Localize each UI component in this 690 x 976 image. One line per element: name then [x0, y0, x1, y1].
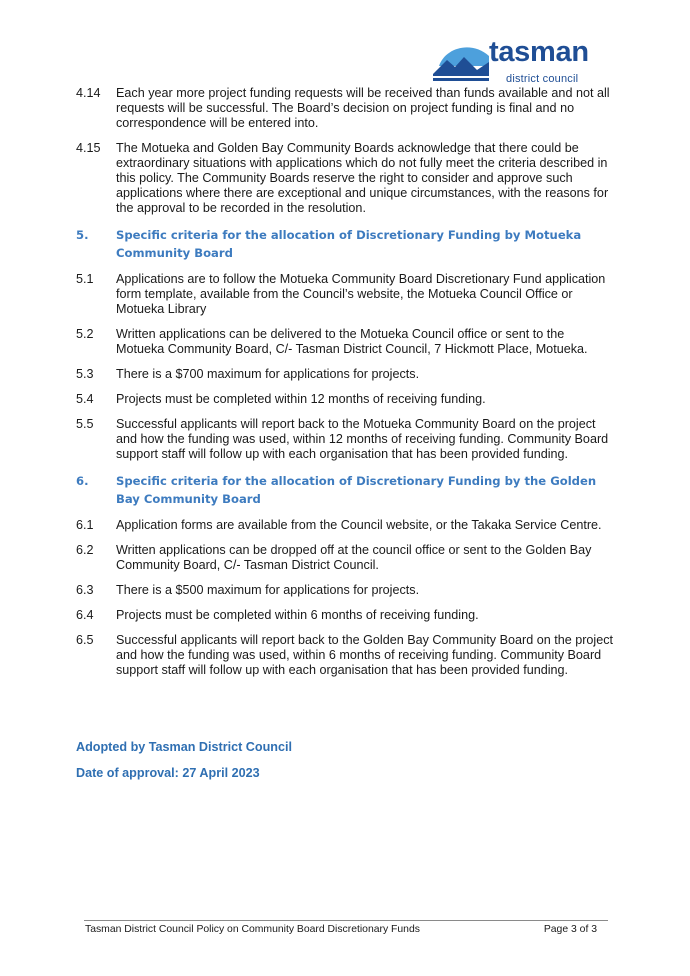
clause-6-4 [76, 608, 616, 623]
clause-6-1 [76, 518, 616, 533]
clause-number: 5.5 [76, 417, 94, 431]
clause-text: Written applications can be delivered to the Motueka Council office or sent to the Motueka Community Board, C/- Tasman District Council, 7 Hickmott Place, Motueka. [116, 327, 588, 356]
section-number: 5. [76, 228, 89, 242]
clause-number: 6.3 [76, 583, 94, 597]
clause-number: 6.4 [76, 608, 94, 622]
clause-text: There is a $500 maximum for applications for projects. [116, 583, 420, 597]
clause-4-15 [76, 141, 616, 216]
logo-subtitle: district council [506, 73, 579, 85]
adopted-by: Adopted by Tasman District Council [76, 740, 292, 754]
section-5-heading [76, 226, 616, 262]
footer-document-title: Tasman District Council Policy on Community Board Discretionary Funds [85, 924, 420, 935]
tasman-logo [431, 36, 609, 88]
clause-number: 4.14 [76, 86, 101, 100]
clause-text: Successful applicants will report back to the Motueka Community Board on the project and how the funding was used, within 12 months of receiving funding. Community Board support staff will follow up with each organisation that has been provided funding. [116, 417, 609, 461]
section-6-heading [76, 472, 616, 508]
clause-text: Projects must be completed within 12 months of receiving funding. [116, 392, 486, 406]
clause-number: 5.4 [76, 392, 94, 406]
policy-content [76, 86, 616, 688]
date-of-approval: Date of approval: 27 April 2023 [76, 766, 260, 780]
clause-text: Written applications can be dropped off at the council office or sent to the Golden Bay Community Board, C/- Tasman District Council. [116, 543, 592, 572]
clause-5-3 [76, 367, 616, 382]
clause-number: 5.2 [76, 327, 94, 341]
clause-5-2 [76, 327, 616, 357]
clause-text: Projects must be completed within 6 months of receiving funding. [116, 608, 479, 622]
clause-text: There is a $700 maximum for applications for projects. [116, 367, 420, 381]
clause-number: 6.2 [76, 543, 94, 557]
clause-text: Applications are to follow the Motueka Community Board Discretionary Fund application form template, available from the Council’s website, the Motueka Council Office or Motueka Library [116, 272, 606, 316]
clause-number: 4.15 [76, 141, 101, 155]
footer-page-number: Page 3 of 3 [543, 924, 597, 935]
clause-text: Successful applicants will report back to the Golden Bay Community Board on the project and how the funding was used, within 6 months of receiving funding. Community Board support staff will follow up with each organisation that has been provided funding. [116, 633, 614, 677]
footer-divider [84, 920, 608, 921]
clause-number: 5.1 [76, 272, 94, 286]
clause-5-4 [76, 392, 616, 407]
clause-6-5 [76, 633, 616, 678]
section-title: Specific criteria for the allocation of Discretionary Funding by the Golden Bay Community Board [116, 474, 597, 506]
logo-wordmark: tasman [489, 36, 589, 68]
clause-5-5 [76, 417, 616, 462]
section-title: Specific criteria for the allocation of Discretionary Funding by Motueka Community Board [116, 228, 582, 260]
clause-text: Application forms are available from the Council website, or the Takaka Service Centre. [116, 518, 602, 532]
clause-number: 5.3 [76, 367, 94, 381]
clause-6-2 [76, 543, 616, 573]
clause-number: 6.1 [76, 518, 94, 532]
section-number: 6. [76, 474, 89, 488]
clause-text: Each year more project funding requests will be received than funds available and not all requests will be successful. The Board’s decision on project funding is final and no correspondence will be entered into. [116, 86, 610, 130]
clause-text: The Motueka and Golden Bay Community Boards acknowledge that there could be extraordinary situations with applications which do not fully meet the criteria described in this policy. The Community Boards reserve the right to consider and approve such applications where there are exceptional and unique circumstances, with the reasons for the approval to be recorded in the resolution. [116, 141, 609, 215]
clause-5-1 [76, 272, 616, 317]
clause-6-3 [76, 583, 616, 598]
mountain-logo-icon [431, 40, 493, 84]
clause-number: 6.5 [76, 633, 94, 647]
clause-4-14 [76, 86, 616, 131]
